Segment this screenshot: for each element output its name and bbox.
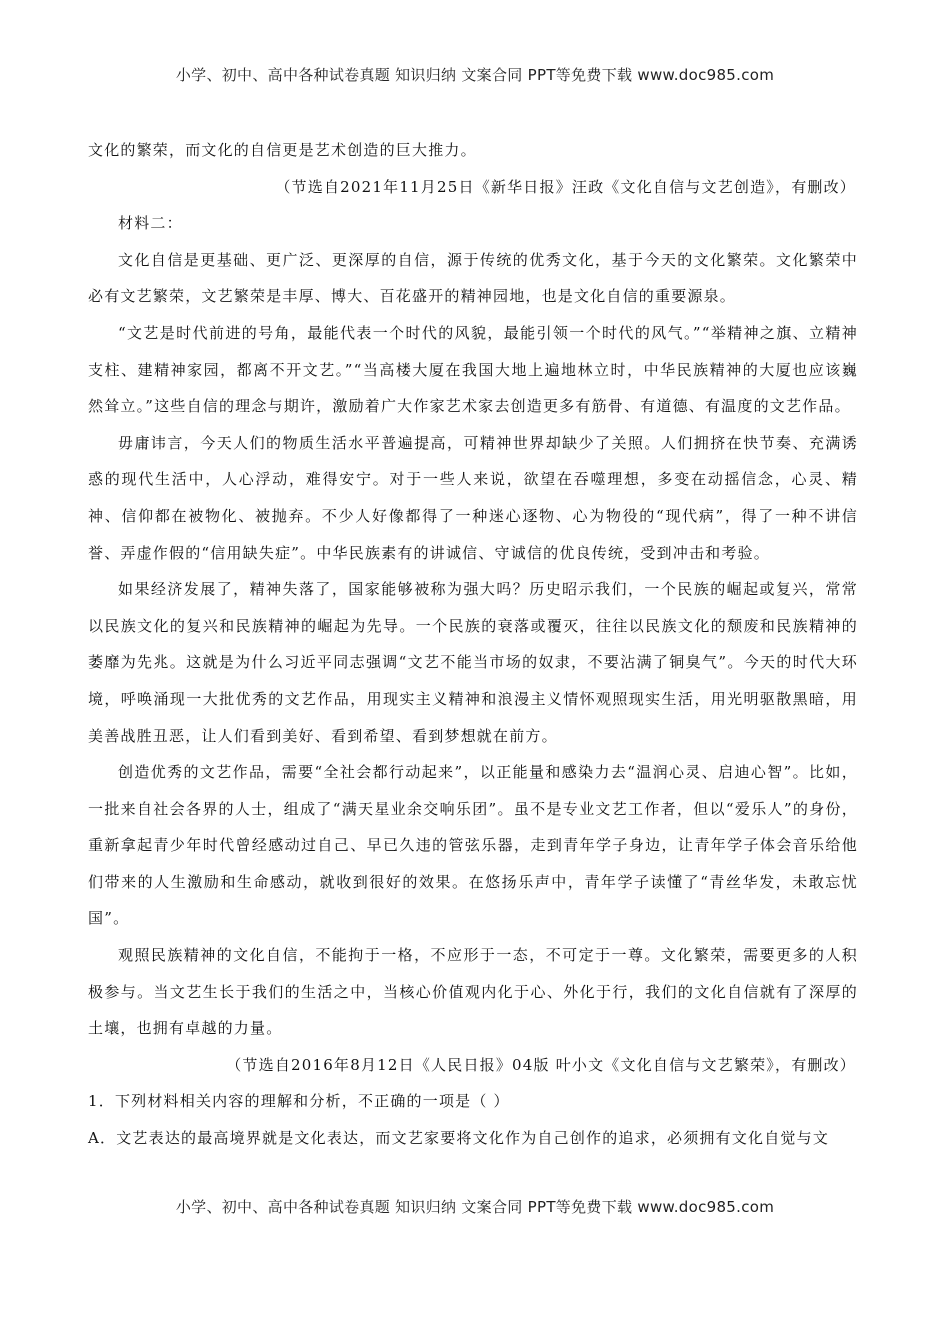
article-body (88, 132, 858, 1157)
page-footer-banner: 小学、初中、高中各种试卷真题 知识归纳 文案合同 PPT等免费下载 www.doc985.com (175, 1198, 775, 1216)
question-1-option-a: A．文艺表达的最高境界就是文化表达，而文艺家要将文化作为自己创作的追求，必须拥有文化自觉与文 (88, 1129, 830, 1148)
source-citation-1: （节选自2021年11月25日《新华日报》汪政《文化自信与文艺创造》，有删改） (275, 177, 856, 196)
paragraph-continuation: 文化的繁荣，而文化的自信更是艺术创造的巨大推力。 (88, 141, 477, 159)
source-citation-2: （节选自2016年8月12日《人民日报》04版 叶小文《文化自信与文艺繁荣》，有删改） (226, 1055, 856, 1074)
question-1: 1．下列材料相关内容的理解和分析，不正确的一项是（ ） (88, 1092, 510, 1111)
paragraph-4: 如果经济发展了，精神失落了，国家能够被称为强大吗？历史昭示我们，一个民族的崛起或复兴，常常以民族文化的复兴和民族精神的崛起为先导。一个民族的衰落或覆灭，往往以民族文化的颓废和民族精神的萎靡为先兆。这就是为什么习近平同志强调“文艺不能当市场的奴隶，不要沾满了铜臭气”。今天的时代大环境，呼唤涌现一大批优秀的文艺作品，用现实主义精神和浪漫主义情怀观照现实生活，用光明驱散黑暗，用美善战胜丑恶，让人们看到美好、看到希望、看到梦想就在前方。 (88, 580, 858, 745)
material-2-heading: 材料二： (118, 214, 183, 233)
paragraph-5: 创造优秀的文艺作品，需要“全社会都行动起来”，以正能量和感染力去“温润心灵、启迪心智”。比如，一批来自社会各界的人士，组成了“满天星业余交响乐团”。虽不是专业文艺工作者，但以“爱乐人”的身份，重新拿起青少年时代曾经感动过自己、早已久违的管弦乐器，走到青年学子身边，让青年学子体会音乐给他们带来的人生激励和生命感动，就收到很好的效果。在悠扬乐声中，青年学子读懂了“青丝华发，未敢忘忧国”。 (88, 763, 858, 928)
paragraph-6: 观照民族精神的文化自信，不能拘于一格，不应形于一态，不可定于一尊。文化繁荣，需要更多的人积极参与。当文艺生长于我们的生活之中，当核心价值观内化于心、外化于行，我们的文化自信就有了深厚的土壤，也拥有卓越的力量。 (88, 946, 858, 1038)
paragraph-3: 毋庸讳言，今天人们的物质生活水平普遍提高，可精神世界却缺少了关照。人们拥挤在快节奏、充满诱惑的现代生活中，人心浮动，难得安宁。对于一些人来说，欲望在吞噬理想，多变在动摇信念，心灵、精神、信仰都在被物化、被抛弃。不少人好像都得了一种迷心逐物、心为物役的“现代病”，得了一种不讲信誉、弄虚作假的“信用缺失症”。中华民族素有的讲诚信、守诚信的优良传统，受到冲击和考验。 (88, 433, 858, 562)
paragraph-2: “文艺是时代前进的号角，最能代表一个时代的风貌，最能引领一个时代的风气。”“举精神之旗、立精神支柱、建精神家园，都离不开文艺。”“当高楼大厦在我国大地上遍地林立时，中华民族精神的大厦也应该巍然耸立。”这些自信的理念与期许，激励着广大作家艺术家去创造更多有筋骨、有道德、有温度的文艺作品。 (88, 323, 858, 416)
page-header-banner: 小学、初中、高中各种试卷真题 知识归纳 文案合同 PPT等免费下载 www.doc985.com (175, 66, 775, 84)
paragraph-1: 文化自信是更基础、更广泛、更深厚的自信，源于传统的优秀文化，基于今天的文化繁荣。文化繁荣中必有文艺繁荣，文艺繁荣是丰厚、博大、百花盛开的精神园地，也是文化自信的重要源泉。 (88, 250, 858, 306)
